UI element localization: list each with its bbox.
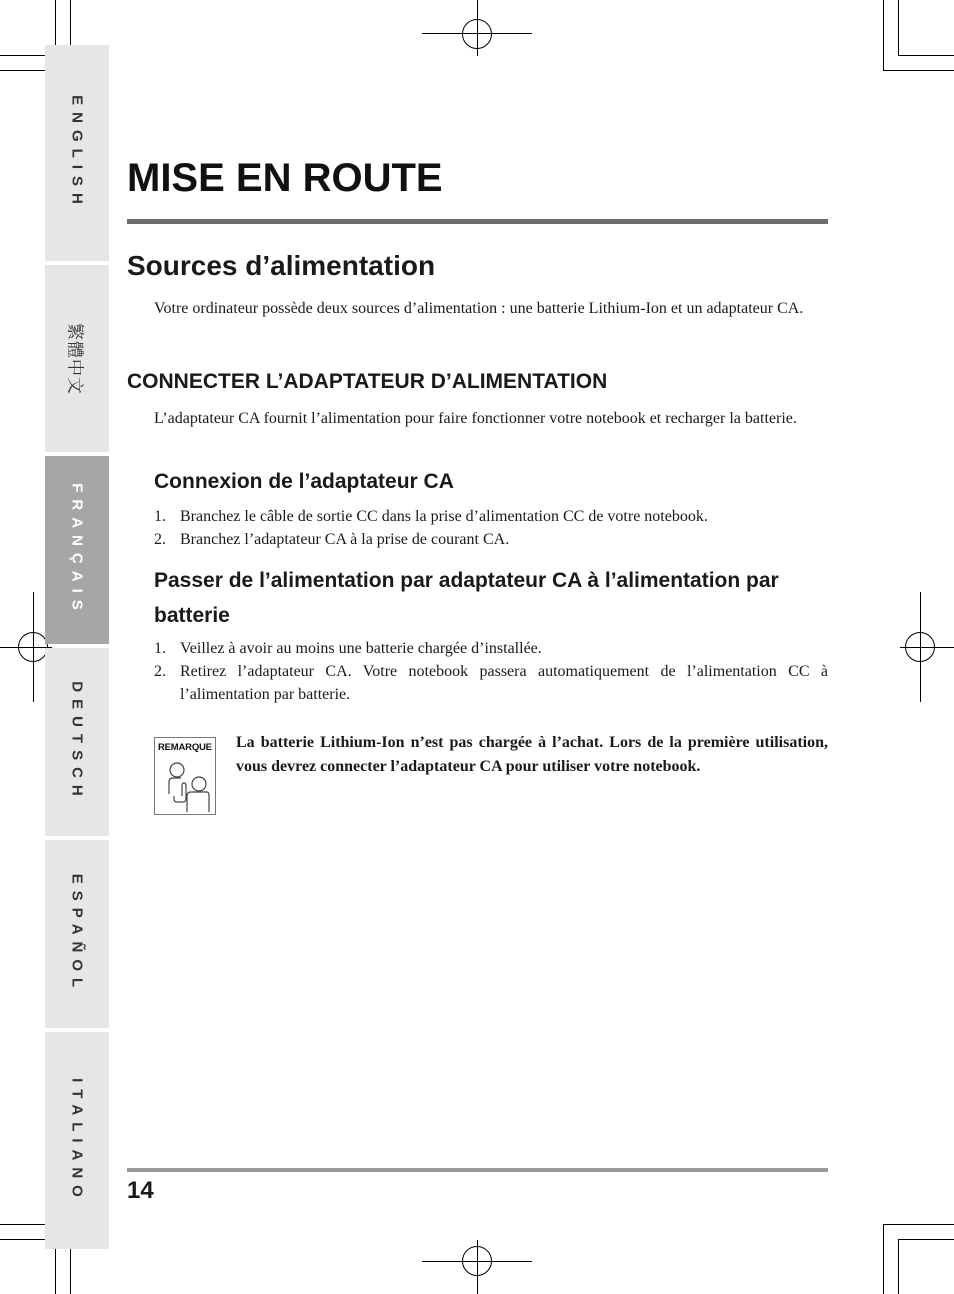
note-person-icon [163, 756, 211, 812]
language-tab-espanol[interactable] [45, 840, 109, 1028]
connexion-heading: Connexion de l’adaptateur CA [154, 470, 454, 493]
language-tab-label: FRANÇAIS [68, 483, 86, 617]
language-tab-label: ESPAÑOL [68, 873, 86, 995]
section-title: Sources d’alimentation [127, 250, 436, 281]
step-text: Retirez l’adaptateur CA. Votre notebook passera automatiquement de l’alimentation CC à l’alimentation par batterie. [180, 663, 828, 703]
note-text: La batterie Lithium-Ion n’est pas chargée à l’achat. Lors de la première utilisation, vous devrez connecter l’adaptateur CA pour utiliser votre notebook. [236, 734, 828, 775]
language-tab-label: ITALIANO [68, 1077, 86, 1204]
note-box [154, 737, 216, 815]
step-text: Branchez l’adaptateur CA à la prise de courant CA. [180, 531, 510, 548]
list-item [154, 660, 828, 706]
list-item [154, 637, 828, 660]
language-tab-english[interactable] [45, 45, 109, 261]
footer-rule [127, 1168, 828, 1172]
language-tab-deutsch[interactable] [45, 648, 109, 836]
language-tab-francais[interactable] [45, 456, 109, 644]
connect-heading: CONNECTER L’ADAPTATEUR D’ALIMENTATION [127, 370, 608, 393]
switch-heading: Passer de l’alimentation par adaptateur CA à l’alimentation par batterie [154, 569, 779, 627]
language-tab-chinese[interactable] [45, 265, 109, 452]
language-tab-label: 繁體中文 [65, 322, 85, 395]
connect-paragraph: L’adaptateur CA fournit l’alimentation pour faire fonctionner votre notebook et recharger la batterie. [154, 410, 797, 427]
step-number: 2. [154, 531, 166, 548]
intro-paragraph: Votre ordinateur possède deux sources d’alimentation : une batterie Lithium-Ion et un adaptateur CA. [154, 300, 804, 317]
step-number: 2. [154, 663, 166, 680]
step-text: Branchez le câble de sortie CC dans la prise d’alimentation CC de votre notebook. [180, 508, 708, 525]
step-number: 1. [154, 640, 166, 657]
language-tab-label: DEUTSCH [68, 681, 86, 803]
list-item [154, 528, 828, 551]
note-label: REMARQUE [158, 742, 212, 753]
language-tab-italiano[interactable] [45, 1032, 109, 1249]
step-number: 1. [154, 508, 166, 525]
page-number: 14 [127, 1177, 154, 1204]
step-text: Veillez à avoir au moins une batterie chargée d’installée. [180, 640, 542, 657]
page-title: MISE EN ROUTE [127, 156, 443, 200]
switch-steps [154, 637, 828, 706]
list-item [154, 505, 828, 528]
title-rule [127, 219, 828, 224]
language-tab-label: ENGLISH [68, 95, 86, 211]
connexion-steps [154, 505, 828, 551]
